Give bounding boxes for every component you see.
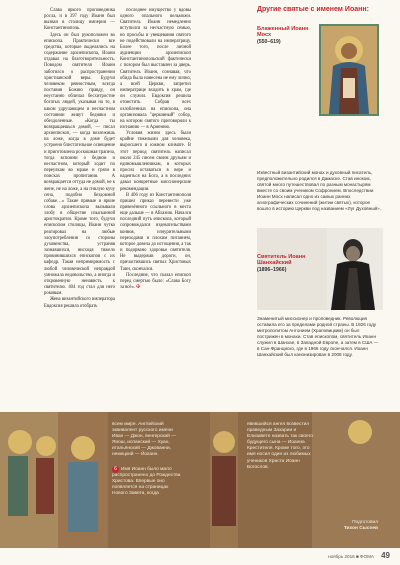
saint-icon-painting-icon [319, 24, 379, 116]
bottom-text-col-2 [112, 466, 184, 497]
saint1-description: Известный византийский монах и духовный писатель, предположительно родился в Дамаске. Став иноком, святой много путешествовал по разным монастырям вместе со своим учеником Софронием. Впоследствии Иоанн Мосх написал одно из самых ранних агиографических сочинений (житии святых), которое вошло в историю Церкви под названием «Луг Духовный». [257, 170, 381, 211]
saint2-description: Знаменитый миссионер и проповедник. Революция оставила его за пределами родной страны. В 1926 году митрополитом Антонием (Храповицким) он был пострижен в монахи. Став епископом, святитель Иоанн служил в Шанхае, в Западной Европе, а затем в США — в Сан-Франциско, где в 1966 году скончался. Иоанн Шанхайский был канонизирован в 2008 году. [257, 316, 379, 357]
saint1-heading [257, 26, 315, 45]
footer-issue: ноябрь 2016 ■ ФОМА [328, 554, 374, 559]
saint2-heading [257, 254, 327, 273]
article-column-1 [44, 8, 115, 310]
saint1-name: Блаженный Иоанн Мосх [257, 26, 309, 39]
bottom-text-col-2-body: Имя Иоанн было мало распространено до Рождества Христова. Впервые оно появляется на страницах Нового Завета, когда [112, 467, 181, 497]
author-credit [328, 520, 378, 532]
saint2-name: Святитель Иоанн Шанхайский [257, 254, 306, 267]
page-number: 49 [381, 551, 390, 560]
paragraph: Слава яркого проповедника росла, и в 397 году Иоанн был вызван в столицу империи — Константинополь. [44, 8, 115, 32]
article-column-2 [120, 8, 191, 291]
closing-quote: Последние, что сказал епископ перед смертью было: «Слава Богу за всё». [120, 272, 191, 291]
paragraph [120, 273, 191, 291]
author-name: Тихон Сысоев [343, 526, 378, 531]
paragraph: В 406 году из Константинополя пришел приказ перевести уже привезённого ссыльного в места еще дальше — в Абхазию. Начался последний путь епископа, который сопровождался издевательствами конвоя, изнурительными переходами и плохим питанием, которое довела до истощения, а так и подорвано здоровье святителя. Не выдержав дороги, он, причастившись святых Христовых Таин, скончался. [120, 192, 191, 272]
bottom-text-col-3: явившийся ангел возвестил праведным Захарии и Елизавете назвать так своего будущего сына — Иоанна Крестителя. Кроме того, это имя носил один из любимых учеников Христа Иоанн Богослов. [247, 422, 314, 470]
paragraph: Жена византийского императора Евдоксия решила отобрать [44, 297, 115, 309]
sidebar-other-saints [257, 6, 383, 408]
paragraph: последнее имущество у вдовы одного опального вельможи. Святитель Иоанн немедленно вступился за несчастную семью, но просьбы и увещевания святого не подействовали на императрицу. Более того, после личной аудиенции архиепископ Константинопольский фактически с позором был выставлен за дверь. Святитель Иоанн, сознавая, что обида была нанесена не ему лично, а всей Церкви, запретил императрице входить в храм, где он служил. Евдоксия решила отомстить. Собрав всех озлобленных на епископа, она организовала "церковный" собор, на котором святого приговорили к изгнанию — в Армению. [120, 8, 191, 130]
bottom-text-col-1: всем мире. Английский эквивалент русского имени Иван — Джон, венгерский — Янош, испанский — Хуан, итальянский — Джованни, немецкий — Йоханн. [112, 422, 176, 458]
fact-number-badge: 6 [112, 466, 119, 473]
author-credit-label: Подготовил [352, 520, 378, 525]
page-footer [0, 548, 400, 565]
saint2-years: (1896–1966) [257, 266, 287, 273]
sidebar-title: Другие святые с именем Иоанн: [257, 6, 369, 13]
paragraph: Здесь он был рукоположен во епископа. Практически все средства, которые выделялись на содержание архиепископа, Иоанн отдавал на благотворительность. Поводом святителя Иоанн заботился о распространении христианской веры. Будучи человеком ревностным, всегда поставив Божию правду, он неустанно обличал бесхитростие богатых людей, указывая на то, в каком удручающем и несчастном состоянии живут бедняки и обездоленные. «Когда ты возвращаешься домой, — писал архиепископ, — когда возлежишь на ложе, когда в доме будет устроено блистательное освещение и приготовлена роскошная трапеза, тогда вспомни о бедном и несчастном, который ходит по переулкам во мраке и грязи в поисках пропитания. А возвращается оттуда не домой, не к жене, не на ложе, а на гнилую кучу сена, подобно бездомной собаке…» Такие прямые и яркие слова архиепископа вызывали злобу в обществе изысканной аристократии. Кроме того, будучи епископом столицы, Иоанн чутко реагировал на любые злоупотребления со стороны духовенства, устраняя зазнавшихся, нисходя тяжело провинившихся епископов с их кафедр. Такая непримиримость с любой человеческой неправдой умножала недовольство, а иногда и откровенную ненависть к святителю. 404 год стал для него роковым. [44, 32, 116, 297]
saint1-icon-image [319, 24, 379, 116]
paragraph: Условия жизни здесь были крайне тяжелыми для человека, выросшего в южном климате. В этот период святитель написал около 245 писем своим друзьям и единомышленникам, в которых просил оставаться в вере и надеяться на Бога, а в последних давал конкретные миссионерские рекомендации. [120, 131, 191, 192]
end-mark-icon: ✠ [136, 285, 141, 291]
saint1-years: (550–619) [257, 38, 281, 45]
